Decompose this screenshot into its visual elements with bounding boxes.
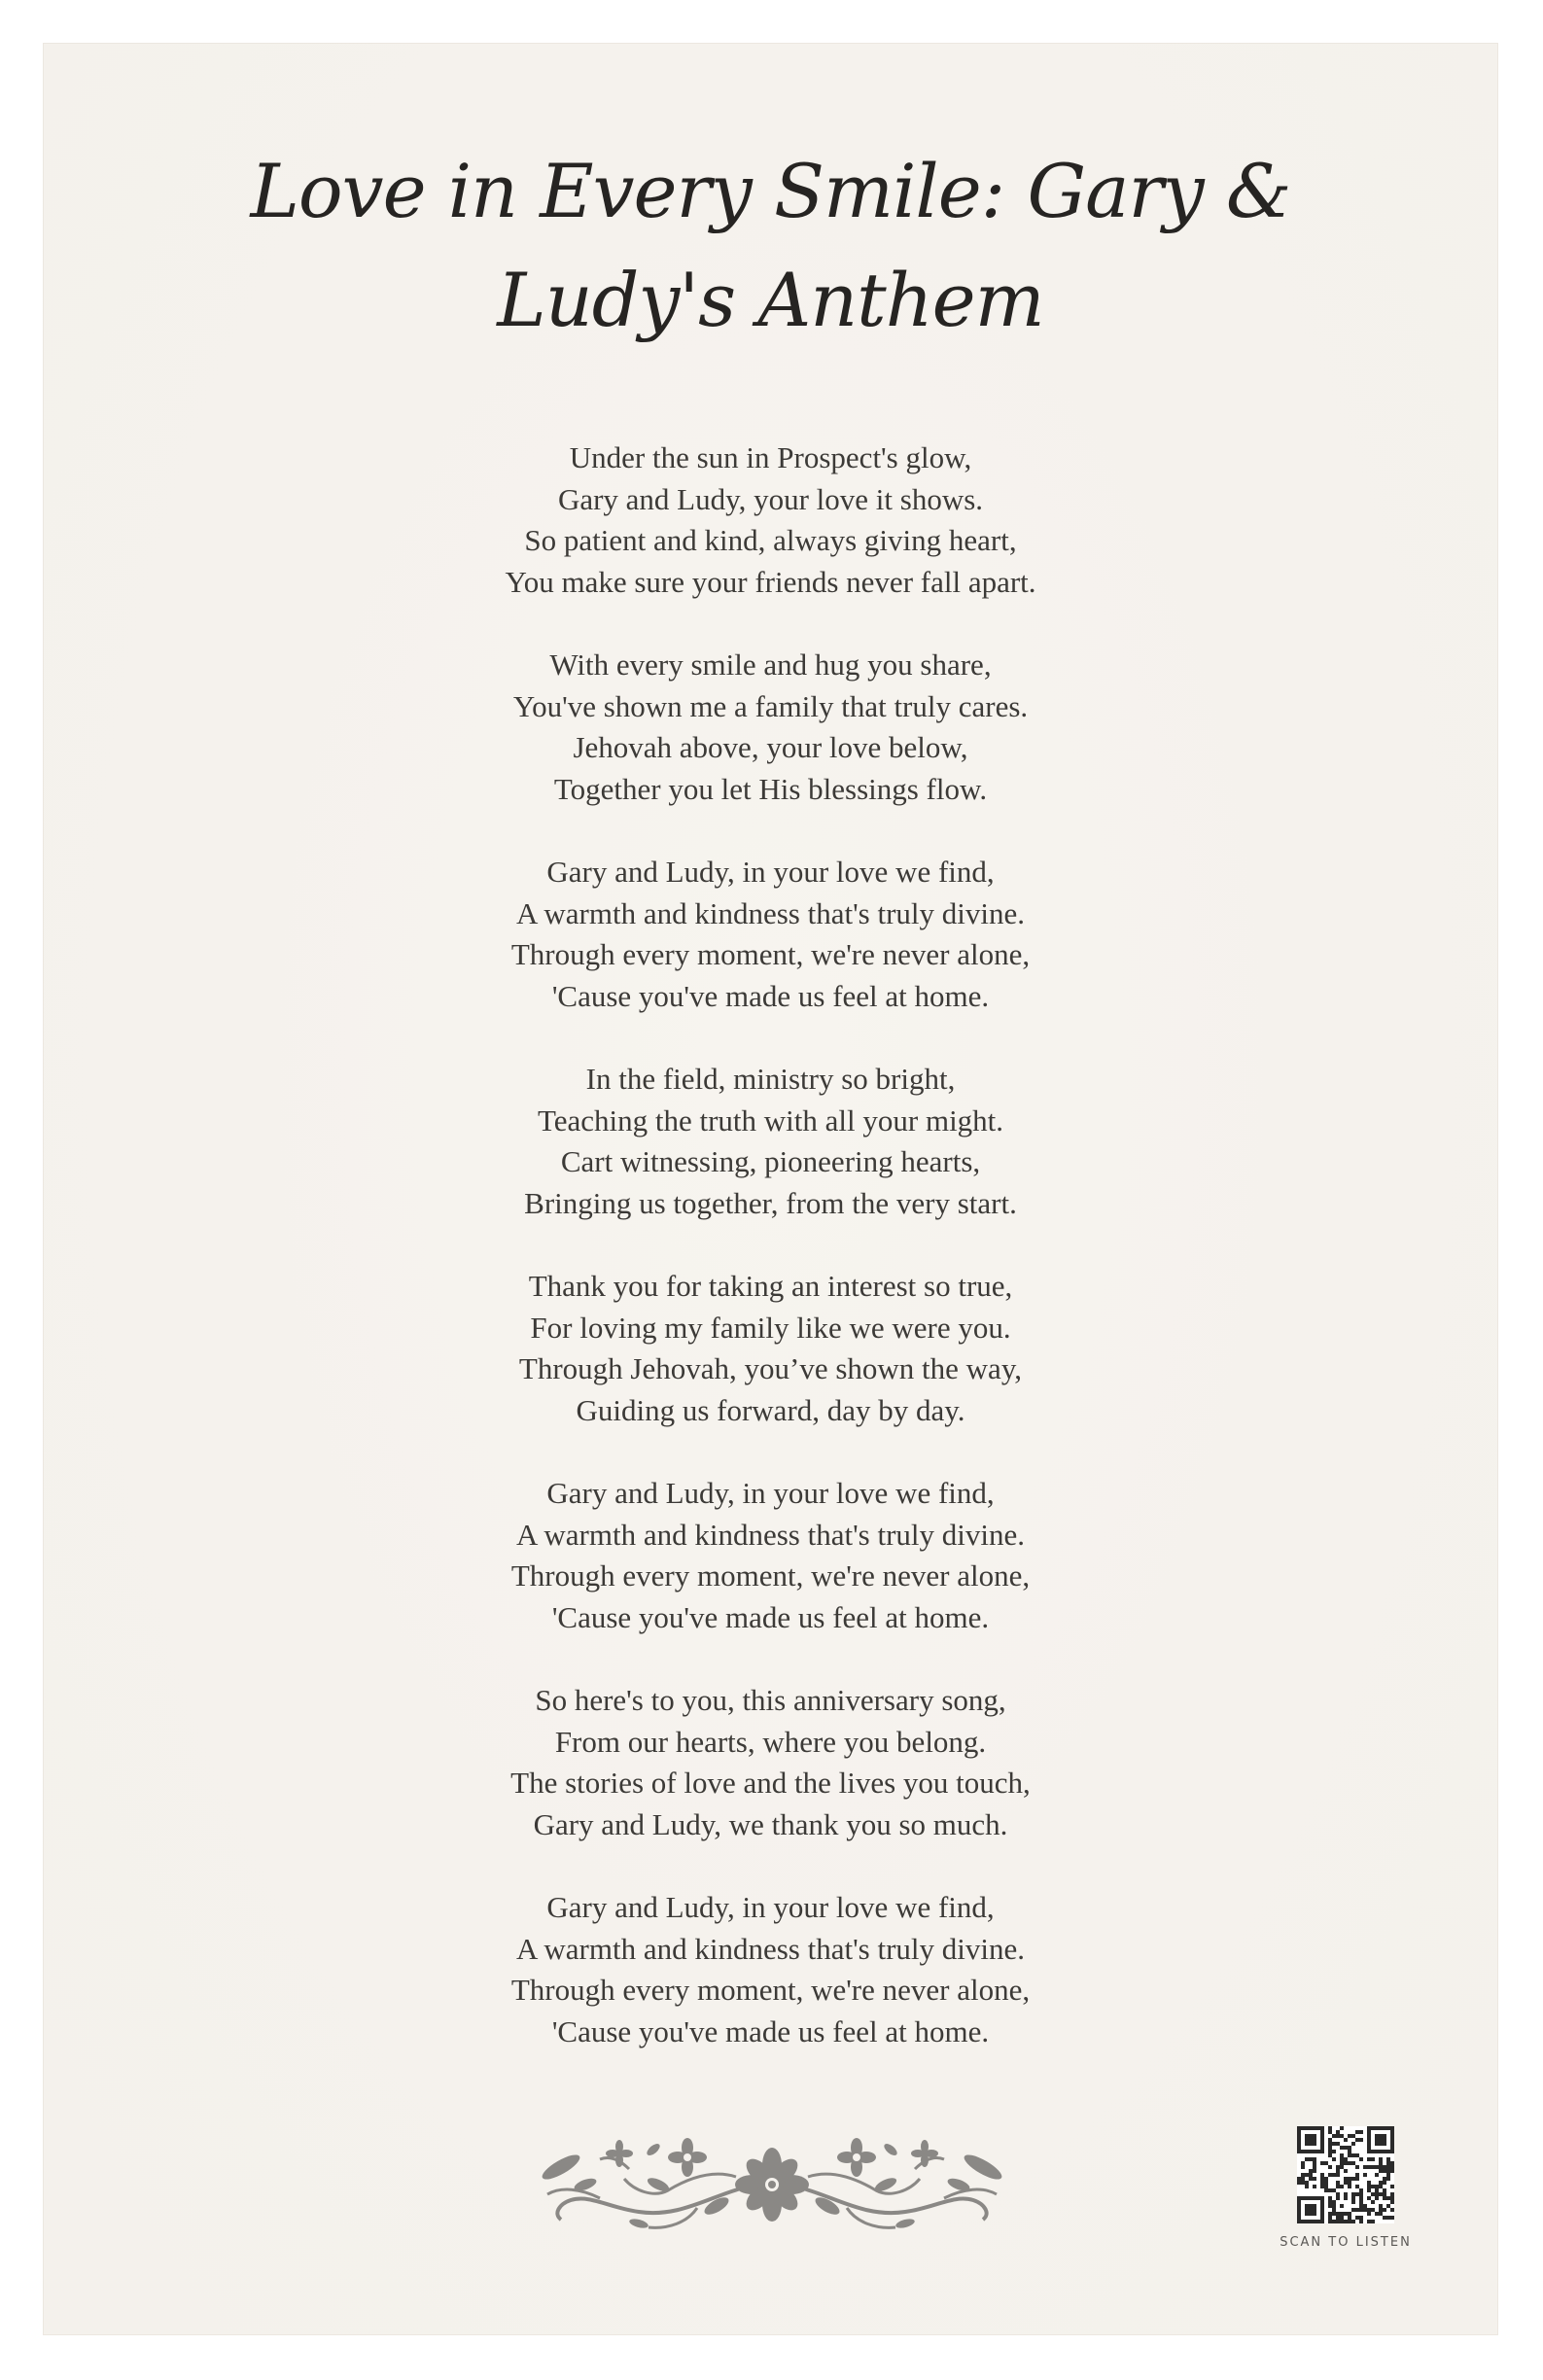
lyric-line: Cart witnessing, pioneering hearts, xyxy=(560,1144,981,1178)
song-title: Love in Every Smile: Gary & Ludy's Anthem xyxy=(250,148,1291,343)
lyric-line: Gary and Ludy, in your love we find, xyxy=(546,855,995,889)
lyrics xyxy=(44,438,1497,2094)
lyric-line: You make sure your friends never fall apart. xyxy=(505,564,1036,599)
lyric-line: Guiding us forward, day by day. xyxy=(576,1392,965,1427)
lyric-line: You've shown me a family that truly cares. xyxy=(512,688,1029,723)
lyric-line: Teaching the truth with all your might. xyxy=(537,1102,1004,1138)
stanza xyxy=(44,645,1497,810)
lyric-line: So here's to you, this anniversary song, xyxy=(535,1683,1006,1717)
lyric-line: Under the sun in Prospect's glow, xyxy=(569,440,972,474)
lyric-line: Through every moment, we're never alone, xyxy=(510,1558,1031,1592)
lyric-line: Thank you for taking an interest so true, xyxy=(528,1269,1013,1303)
stanza xyxy=(44,1059,1497,1224)
lyric-line: Gary and Ludy, we thank you so much. xyxy=(533,1806,1008,1841)
lyric-line: In the field, ministry so bright, xyxy=(585,1062,956,1096)
lyric-line: Gary and Ludy, in your love we find, xyxy=(546,1890,995,1924)
qr-block[interactable] xyxy=(1273,2126,1419,2250)
lyric-line: Together you let His blessings flow. xyxy=(553,771,988,806)
qr-caption: SCAN TO LISTEN xyxy=(1280,2235,1412,2250)
chorus xyxy=(44,1473,1497,1638)
lyric-line: From our hearts, where you belong. xyxy=(554,1724,987,1759)
lyric-line: So patient and kind, always giving heart, xyxy=(524,523,1017,557)
lyric-line: A warmth and kindness that's truly divine. xyxy=(515,895,1026,930)
lyric-line: Gary and Ludy, in your love we find, xyxy=(546,1476,995,1510)
lyric-line: 'Cause you've made us feel at home. xyxy=(551,978,990,1013)
chorus xyxy=(44,1887,1497,2052)
lyric-line: 'Cause you've made us feel at home. xyxy=(551,1599,990,1634)
stanza xyxy=(44,1680,1497,1845)
lyric-line: A warmth and kindness that's truly divine. xyxy=(515,1517,1026,1552)
qr-code-icon[interactable] xyxy=(1297,2126,1394,2223)
lyric-line: For loving my family like we were you. xyxy=(530,1310,1011,1345)
lyric-line: Through every moment, we're never alone, xyxy=(510,1973,1031,2007)
lyric-line: With every smile and hug you share, xyxy=(549,648,992,682)
lyric-line: Bringing us together, from the very start. xyxy=(524,1185,1017,1220)
lyric-line: A warmth and kindness that's truly divine. xyxy=(515,1931,1026,1966)
lyric-line: Through every moment, we're never alone, xyxy=(510,937,1031,971)
lyric-line: 'Cause you've made us feel at home. xyxy=(551,2013,990,2048)
stanza xyxy=(44,438,1497,603)
lyric-line: Jehovah above, your love below, xyxy=(573,730,968,764)
chorus xyxy=(44,852,1497,1017)
floral-divider-icon xyxy=(542,2130,1002,2239)
stanza xyxy=(44,1266,1497,1431)
lyric-line: The stories of love and the lives you touch, xyxy=(510,1766,1031,1800)
lyric-line: Through Jehovah, you’ve shown the way, xyxy=(518,1351,1023,1385)
poster xyxy=(43,43,1498,2335)
lyric-line: Gary and Ludy, your love it shows. xyxy=(557,481,984,516)
